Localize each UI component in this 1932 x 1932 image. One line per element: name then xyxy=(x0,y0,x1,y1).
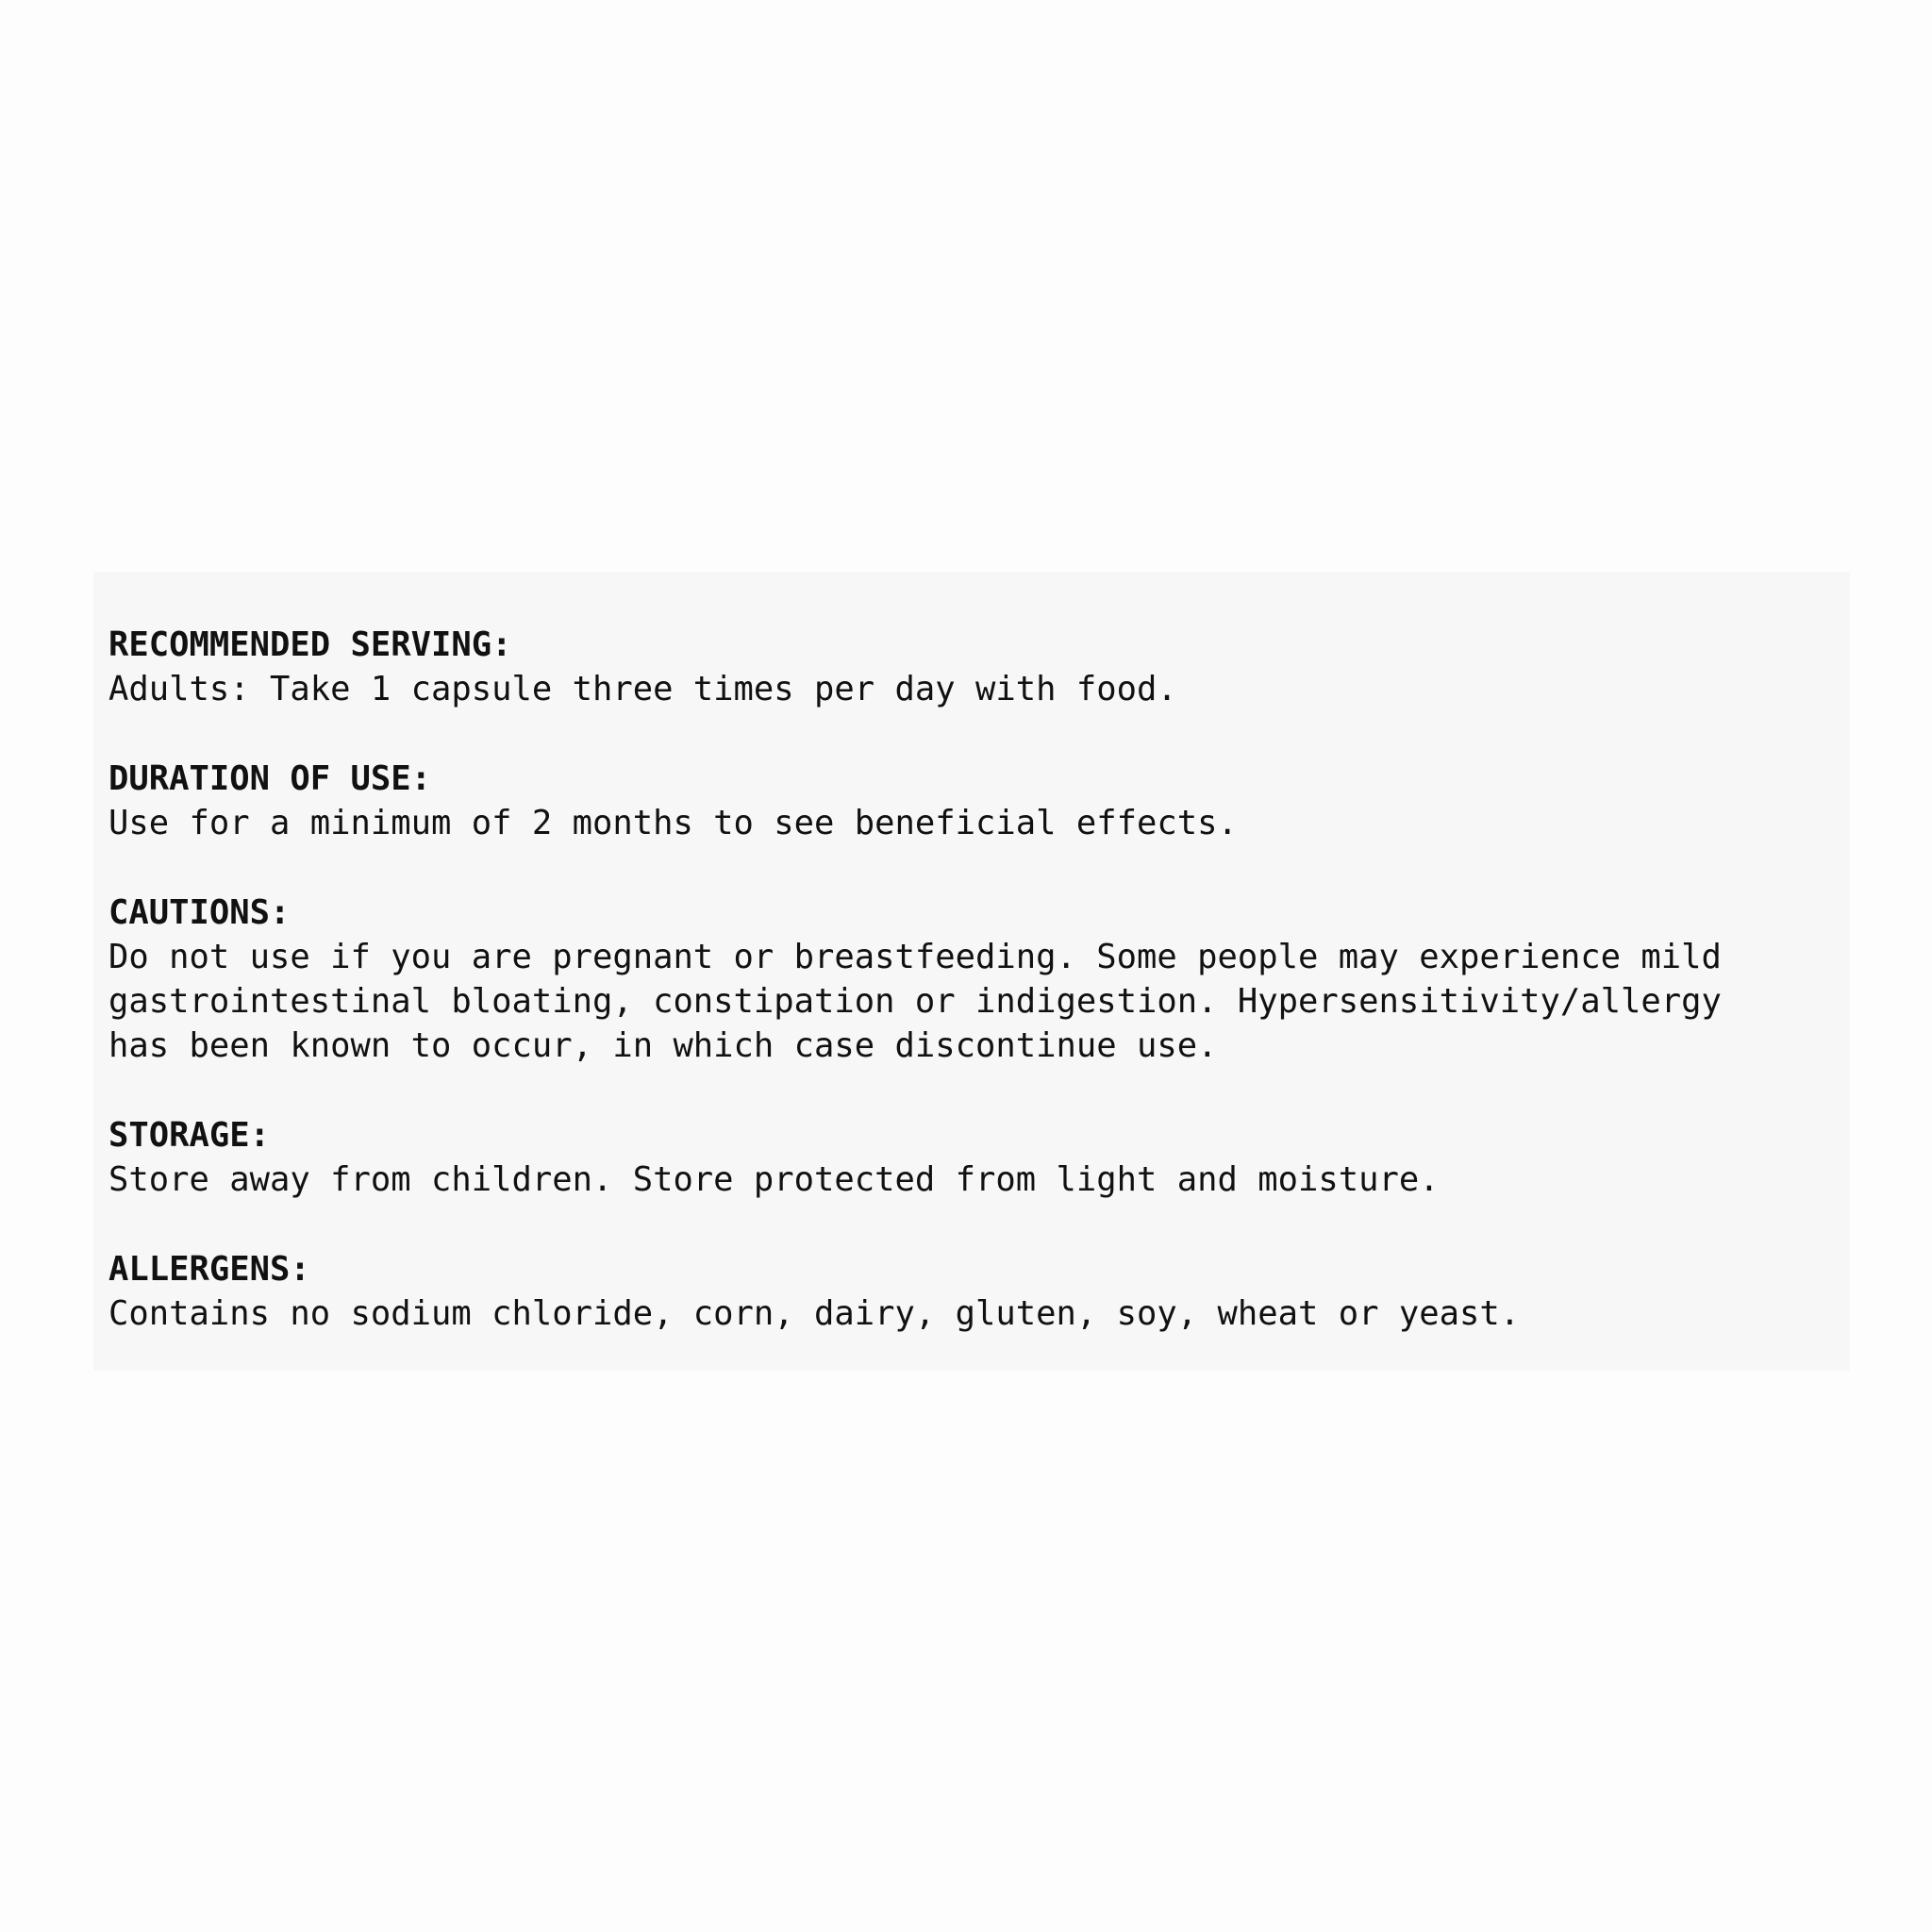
section-text-line: Contains no sodium chloride, corn, dairy, gluten, soy, wheat or yeast. xyxy=(108,1294,1521,1333)
section-text-line: gastrointestinal bloating, constipation or indigestion. Hypersensitivity/allergy xyxy=(108,982,1722,1021)
section-allergens xyxy=(108,1247,1850,1336)
section-heading: ALLERGENS: xyxy=(108,1250,310,1289)
product-label-panel xyxy=(93,572,1850,1371)
section-heading: RECOMMENDED SERVING: xyxy=(108,625,512,664)
section-text-line: Use for a minimum of 2 months to see beneficial effects. xyxy=(108,804,1238,842)
section-heading: DURATION OF USE: xyxy=(108,759,431,798)
section-duration-of-use xyxy=(108,757,1850,845)
section-text-line: has been known to occur, in which case discontinue use. xyxy=(108,1026,1218,1065)
section-heading: STORAGE: xyxy=(108,1116,270,1155)
section-text-line: Adults: Take 1 capsule three times per day with food. xyxy=(108,670,1177,708)
section-text-line: Store away from children. Store protected from light and moisture. xyxy=(108,1160,1440,1199)
section-heading: CAUTIONS: xyxy=(108,893,291,932)
section-recommended-serving xyxy=(108,623,1850,711)
section-text-line: Do not use if you are pregnant or breastfeeding. Some people may experience mild xyxy=(108,938,1722,976)
section-cautions xyxy=(108,891,1850,1068)
section-storage xyxy=(108,1113,1850,1202)
